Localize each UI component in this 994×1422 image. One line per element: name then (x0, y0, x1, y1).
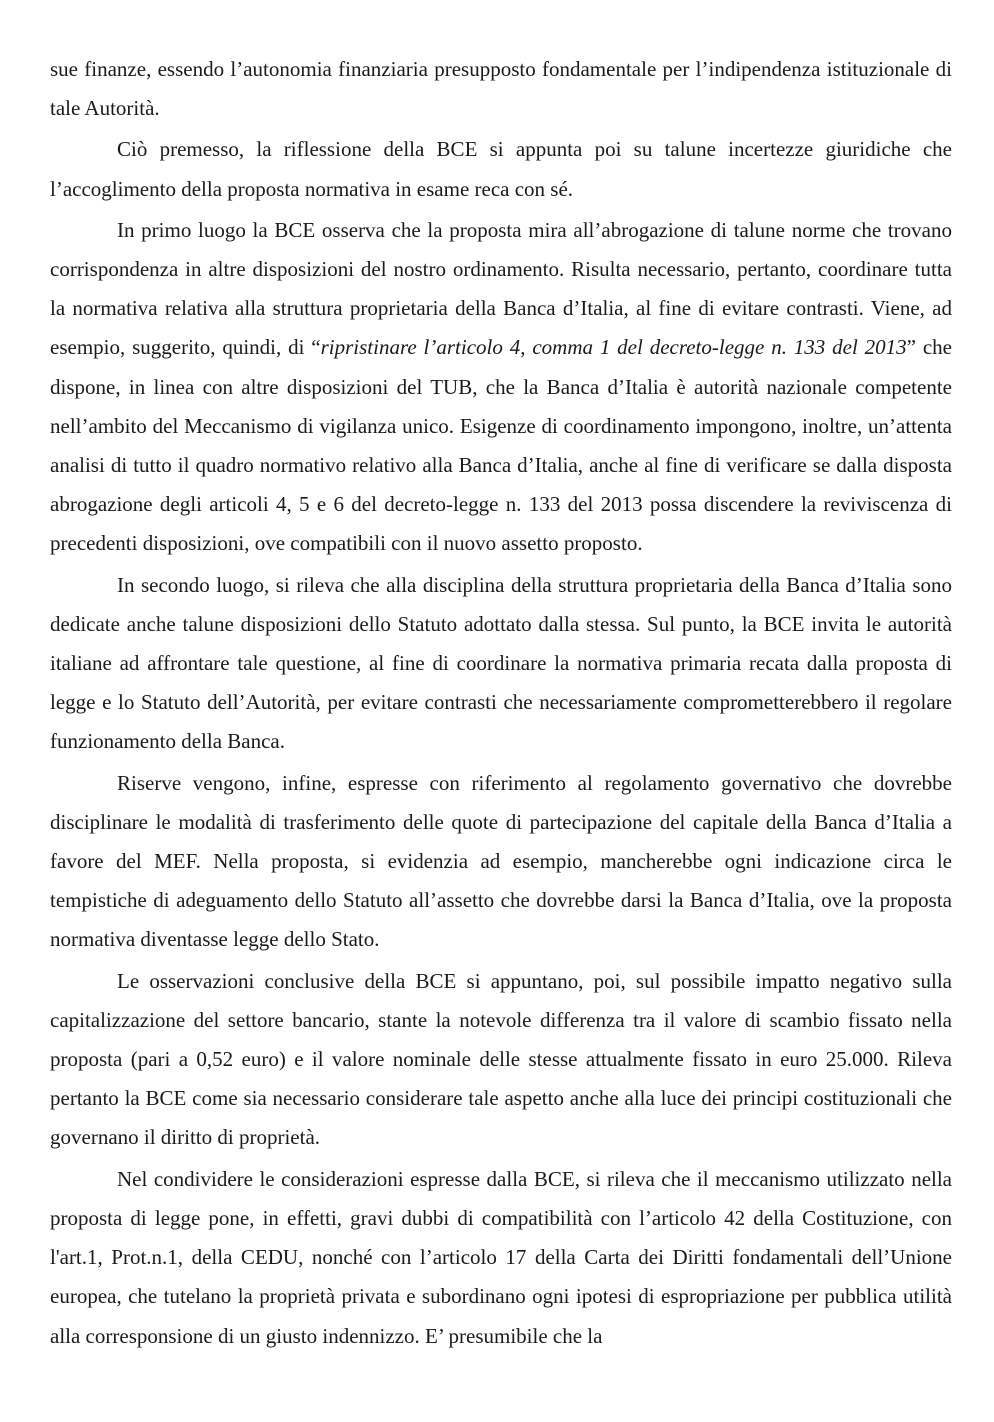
paragraph-4 (50, 566, 952, 762)
paragraph-7 (50, 1160, 952, 1356)
paragraph-6 (50, 962, 952, 1158)
paragraph-1 (50, 50, 952, 128)
document-page (50, 50, 952, 1356)
paragraph-text: In secondo luogo, si rileva che alla disciplina della struttura proprietaria della Banca d’Italia sono dedicate anche talune disposizioni dello Statuto adottato dalla stessa. Sul punto, la BCE invita le autorità italiane ad affrontare tale questione, al fine di coordinare la normativa primaria recata dalla proposta di legge e lo Statuto dell’Autorità, per evitare contrasti che necessariamente comprometterebbero il regolare funzionamento della Banca. (50, 572, 952, 754)
paragraph-text: Nel condividere le considerazioni espresse dalla BCE, si rileva che il meccanismo utilizzato nella proposta di legge pone, in effetti, gravi dubbi di compatibilità con l’articolo 42 della Costituzione, con l'art.1, Prot.n.1, della CEDU, nonché con l’articolo 17 della Carta dei Diritti fondamentali dell’Unione europea, che tutelano la proprietà privata e subordinano ogni ipotesi di espropriazione per pubblica utilità alla corresponsione di un giusto indennizzo. E’ presumibile che la (50, 1166, 952, 1348)
paragraph-text: Le osservazioni conclusive della BCE si appuntano, poi, sul possibile impatto negativo sulla capitalizzazione del settore bancario, stante la notevole differenza tra il valore di scambio fissato nella proposta (pari a 0,52 euro) e il valore nominale delle stesse attualmente fissato in euro 25.000. Rileva pertanto la BCE come sia necessario considerare tale aspetto anche alla luce dei principi costituzionali che governano il diritto di proprietà. (50, 968, 952, 1150)
paragraph-text: Riserve vengono, infine, espresse con riferimento al regolamento governativo che dovrebbe disciplinare le modalità di trasferimento delle quote di partecipazione del capitale della Banca d’Italia a favore del MEF. Nella proposta, si evidenzia ad esempio, mancherebbe ogni indicazione circa le tempistiche di adeguamento dello Statuto all’assetto che dovrebbe darsi la Banca d’Italia, ove la proposta normativa diventasse legge dello Stato. (50, 770, 952, 952)
paragraph-text: ” che dispone, in linea con altre disposizioni del TUB, che la Banca d’Italia è autorità nazionale competente nell’ambito del Meccanismo di vigilanza unico. Esigenze di coordinamento impongono, inoltre, un’attenta analisi di tutto il quadro normativo relativo alla Banca d’Italia, anche al fine di verificare se dalla disposta abrogazione degli articoli 4, 5 e 6 del decreto-legge n. 133 del 2013 possa discendere la reviviscenza di precedenti disposizioni, ove compatibili con il nuovo assetto proposto. (50, 335, 952, 556)
italic-quote: ripristinare l’articolo 4, comma 1 del decreto-legge n. 133 del 2013 (320, 335, 907, 360)
paragraph-5 (50, 764, 952, 960)
paragraph-3 (50, 211, 952, 564)
paragraph-text: sue finanze, essendo l’autonomia finanziaria presupposto fondamentale per l’indipendenza istituzionale di tale Autorità. (50, 57, 952, 121)
paragraph-text: In primo luogo la BCE osserva che la proposta mira all’abrogazione di talune norme che trovano corrispondenza in altre disposizioni del nostro ordinamento. Risulta necessario, pertanto, coordinare tutta la normativa relativa alla struttura proprietaria della Banca d’Italia, al fine di evitare contrasti. Viene, ad esempio, suggerito, quindi, di “ (50, 217, 952, 360)
paragraph-text: Ciò premesso, la riflessione della BCE si appunta poi su talune incertezze giuridiche che l’accoglimento della proposta normativa in esame reca con sé. (50, 137, 952, 201)
paragraph-2 (50, 130, 952, 208)
